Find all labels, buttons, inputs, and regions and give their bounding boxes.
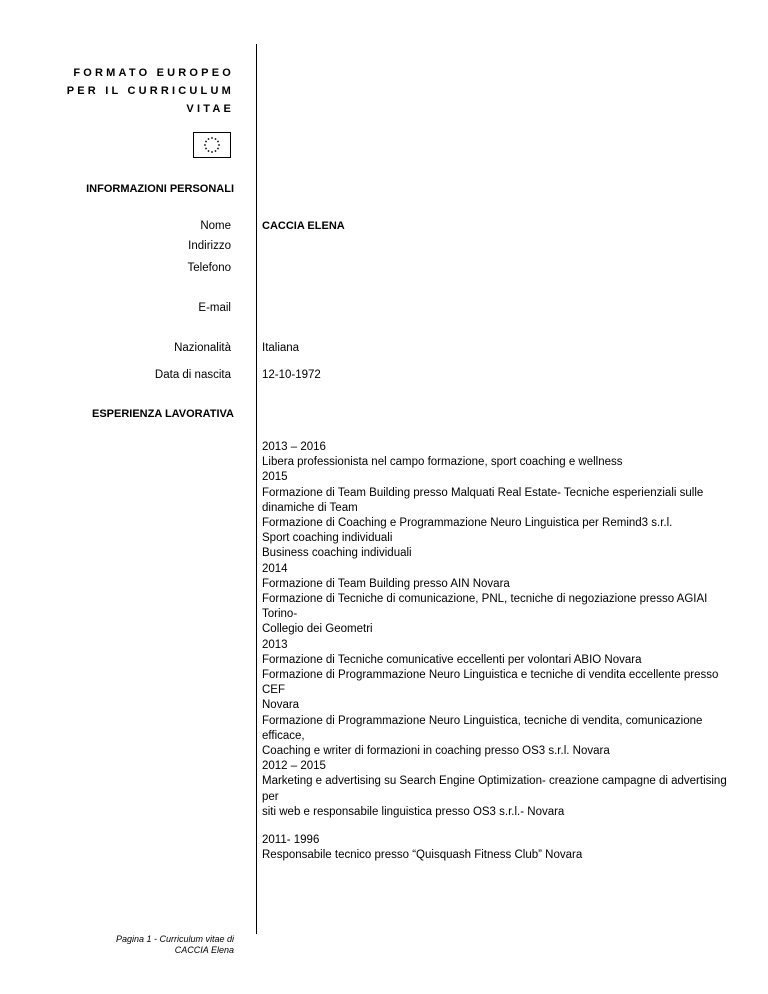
experience-line: 2011- 1996 bbox=[262, 834, 320, 847]
experience-line: Formazione di Team Building presso Malquati Real Estate- Tecniche esperienziali sulle bbox=[262, 486, 704, 499]
address-label: Indirizzo bbox=[188, 240, 231, 252]
experience-line: Formazione di Team Building presso AIN Novara bbox=[262, 577, 510, 590]
experience-line: dinamiche di Team bbox=[262, 501, 358, 514]
experience-line: Collegio dei Geometri bbox=[262, 623, 373, 636]
footer-line-1: Pagina 1 - Curriculum vitae di bbox=[115, 934, 234, 944]
eu-stars-icon bbox=[194, 133, 230, 157]
experience-line: Sport coaching individuali bbox=[262, 532, 393, 545]
experience-line: Novara bbox=[262, 699, 300, 712]
experience-line: 2013 bbox=[262, 638, 288, 651]
title-line-1: FORMATO EUROPEO bbox=[73, 67, 234, 79]
birth-date-value: 12-10-1972 bbox=[262, 369, 321, 381]
work-experience-content bbox=[262, 440, 732, 863]
section-work-experience: ESPERIENZA LAVORATIVA bbox=[92, 408, 234, 420]
title-line-3: VITAE bbox=[186, 103, 234, 115]
section-personal-info: INFORMAZIONI PERSONALI bbox=[86, 183, 234, 195]
birth-date-label: Data di nascita bbox=[154, 369, 231, 381]
experience-line: Formazione di Tecniche comunicative eccellenti per volontari ABIO Novara bbox=[262, 653, 642, 666]
experience-line: 2012 – 2015 bbox=[262, 760, 326, 773]
experience-line: Business coaching individuali bbox=[262, 547, 412, 560]
footer-line-2: CACCIA Elena bbox=[174, 945, 234, 955]
experience-spacer bbox=[262, 820, 732, 833]
page-footer bbox=[116, 934, 234, 956]
experience-line: 2014 bbox=[262, 562, 288, 575]
nationality-value: Italiana bbox=[262, 342, 300, 354]
nationality-label: Nazionalità bbox=[174, 342, 231, 354]
document-title bbox=[67, 64, 234, 118]
experience-line: Formazione di Tecniche di comunicazione, PNL, tecniche di negoziazione presso AGIAI Torino- bbox=[262, 593, 708, 621]
experience-line: Coaching e writer di formazioni in coaching presso OS3 s.r.l. Novara bbox=[262, 745, 610, 758]
experience-line: Marketing e advertising su Search Engine Optimization- creazione campagne di advertising per bbox=[262, 775, 727, 803]
experience-line: Formazione di Programmazione Neuro Linguistica, tecniche di vendita, comunicazione efficace, bbox=[262, 714, 703, 742]
experience-line: Formazione di Coaching e Programmazione Neuro Linguistica per Remind3 s.r.l. bbox=[262, 517, 673, 530]
title-line-2: PER IL CURRICULUM bbox=[66, 85, 234, 97]
experience-line: Libera professionista nel campo formazione, sport coaching e wellness bbox=[262, 456, 623, 469]
eu-flag-icon bbox=[193, 132, 231, 158]
experience-line: 2013 – 2016 bbox=[262, 441, 326, 453]
email-label: E-mail bbox=[198, 302, 231, 314]
experience-line: 2015 bbox=[262, 471, 288, 484]
name-value: CACCIA ELENA bbox=[262, 220, 345, 232]
name-label: Nome bbox=[200, 220, 231, 232]
experience-line: Responsabile tecnico presso “Quisquash Fitness Club” Novara bbox=[262, 849, 583, 862]
vertical-divider bbox=[256, 44, 257, 934]
phone-label: Telefono bbox=[187, 262, 231, 274]
experience-line: Formazione di Programmazione Neuro Linguistica e tecniche di vendita eccellente presso CEF bbox=[262, 669, 719, 697]
experience-line: siti web e responsabile linguistica presso OS3 s.r.l.- Novara bbox=[262, 805, 565, 818]
